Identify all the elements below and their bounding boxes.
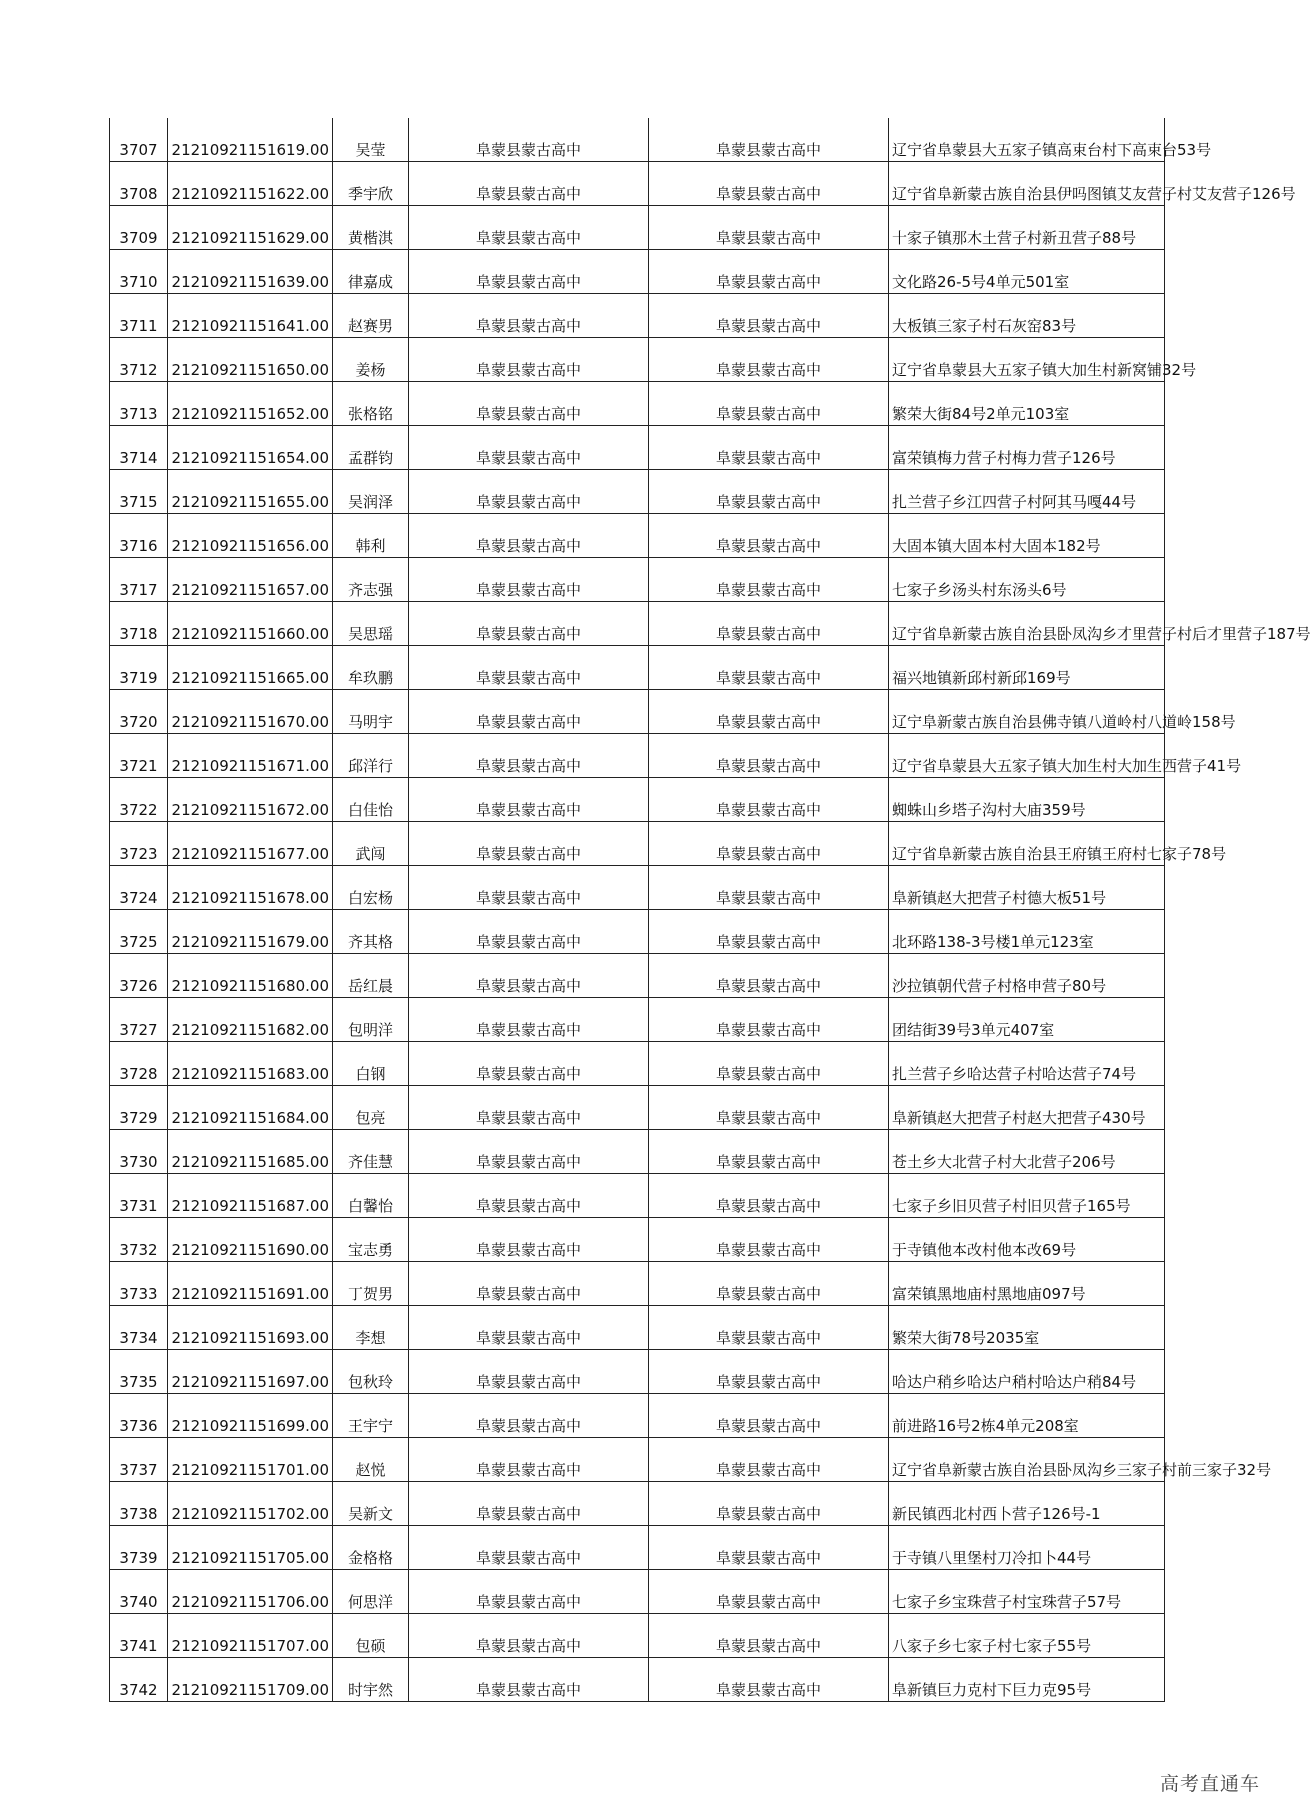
student-name: 姜杨 bbox=[333, 338, 409, 382]
school-name: 阜蒙县蒙古高中 bbox=[409, 338, 649, 382]
admitting-school: 阜蒙县蒙古高中 bbox=[649, 1438, 889, 1482]
candidate-id: 21210921151639.00 bbox=[168, 250, 333, 294]
school-name: 阜蒙县蒙古高中 bbox=[409, 1306, 649, 1350]
row-index: 3728 bbox=[110, 1042, 168, 1086]
home-address: 富荣镇黑地庙村黑地庙097号 bbox=[889, 1262, 1165, 1306]
row-index: 3707 bbox=[110, 118, 168, 162]
candidate-id: 21210921151678.00 bbox=[168, 866, 333, 910]
table-row bbox=[110, 294, 1165, 338]
row-index: 3729 bbox=[110, 1086, 168, 1130]
admitting-school: 阜蒙县蒙古高中 bbox=[649, 998, 889, 1042]
table-row bbox=[110, 1526, 1165, 1570]
admitting-school: 阜蒙县蒙古高中 bbox=[649, 910, 889, 954]
row-index: 3720 bbox=[110, 690, 168, 734]
row-index: 3734 bbox=[110, 1306, 168, 1350]
admitting-school: 阜蒙县蒙古高中 bbox=[649, 558, 889, 602]
school-name: 阜蒙县蒙古高中 bbox=[409, 998, 649, 1042]
candidate-id: 21210921151622.00 bbox=[168, 162, 333, 206]
admitting-school: 阜蒙县蒙古高中 bbox=[649, 250, 889, 294]
school-name: 阜蒙县蒙古高中 bbox=[409, 558, 649, 602]
row-index: 3723 bbox=[110, 822, 168, 866]
row-index: 3741 bbox=[110, 1614, 168, 1658]
candidate-id: 21210921151691.00 bbox=[168, 1262, 333, 1306]
admitting-school: 阜蒙县蒙古高中 bbox=[649, 1482, 889, 1526]
student-name: 齐志强 bbox=[333, 558, 409, 602]
table-row bbox=[110, 866, 1165, 910]
student-name: 包硕 bbox=[333, 1614, 409, 1658]
table-row bbox=[110, 1130, 1165, 1174]
home-address: 辽宁省阜新蒙古族自治县王府镇王府村七家子78号 bbox=[889, 822, 1165, 866]
student-name: 白钢 bbox=[333, 1042, 409, 1086]
admitting-school: 阜蒙县蒙古高中 bbox=[649, 426, 889, 470]
student-name: 吴润泽 bbox=[333, 470, 409, 514]
table-row bbox=[110, 1570, 1165, 1614]
home-address: 辽宁省阜蒙县大五家子镇高束台村下高束台53号 bbox=[889, 118, 1165, 162]
admitting-school: 阜蒙县蒙古高中 bbox=[649, 822, 889, 866]
row-index: 3712 bbox=[110, 338, 168, 382]
candidate-id: 21210921151684.00 bbox=[168, 1086, 333, 1130]
row-index: 3739 bbox=[110, 1526, 168, 1570]
admitting-school: 阜蒙县蒙古高中 bbox=[649, 1262, 889, 1306]
student-name: 黄楷淇 bbox=[333, 206, 409, 250]
candidate-id: 21210921151671.00 bbox=[168, 734, 333, 778]
candidate-id: 21210921151677.00 bbox=[168, 822, 333, 866]
table-row bbox=[110, 1218, 1165, 1262]
school-name: 阜蒙县蒙古高中 bbox=[409, 602, 649, 646]
school-name: 阜蒙县蒙古高中 bbox=[409, 1526, 649, 1570]
home-address: 七家子乡汤头村东汤头6号 bbox=[889, 558, 1165, 602]
school-name: 阜蒙县蒙古高中 bbox=[409, 426, 649, 470]
student-name: 武闯 bbox=[333, 822, 409, 866]
candidate-id: 21210921151650.00 bbox=[168, 338, 333, 382]
admitting-school: 阜蒙县蒙古高中 bbox=[649, 1394, 889, 1438]
table-row bbox=[110, 250, 1165, 294]
home-address: 文化路26-5号4单元501室 bbox=[889, 250, 1165, 294]
student-name: 张格铭 bbox=[333, 382, 409, 426]
admitting-school: 阜蒙县蒙古高中 bbox=[649, 1350, 889, 1394]
admitting-school: 阜蒙县蒙古高中 bbox=[649, 1086, 889, 1130]
candidate-id: 21210921151706.00 bbox=[168, 1570, 333, 1614]
student-name: 时宇然 bbox=[333, 1658, 409, 1702]
candidate-id: 21210921151705.00 bbox=[168, 1526, 333, 1570]
admitting-school: 阜蒙县蒙古高中 bbox=[649, 646, 889, 690]
student-name: 宝志勇 bbox=[333, 1218, 409, 1262]
home-address: 扎兰营子乡哈达营子村哈达营子74号 bbox=[889, 1042, 1165, 1086]
admitting-school: 阜蒙县蒙古高中 bbox=[649, 514, 889, 558]
student-name: 吴莹 bbox=[333, 118, 409, 162]
student-name: 赵赛男 bbox=[333, 294, 409, 338]
home-address: 辽宁省阜蒙县大五家子镇大加生村大加生西营子41号 bbox=[889, 734, 1165, 778]
student-name: 岳红晨 bbox=[333, 954, 409, 998]
student-name: 邱洋行 bbox=[333, 734, 409, 778]
student-name: 包亮 bbox=[333, 1086, 409, 1130]
row-index: 3715 bbox=[110, 470, 168, 514]
student-name: 何思洋 bbox=[333, 1570, 409, 1614]
student-name: 包明洋 bbox=[333, 998, 409, 1042]
roster-grid bbox=[109, 118, 1311, 1702]
home-address: 七家子乡旧贝营子村旧贝营子165号 bbox=[889, 1174, 1165, 1218]
school-name: 阜蒙县蒙古高中 bbox=[409, 1130, 649, 1174]
row-index: 3731 bbox=[110, 1174, 168, 1218]
admitting-school: 阜蒙县蒙古高中 bbox=[649, 1174, 889, 1218]
admitting-school: 阜蒙县蒙古高中 bbox=[649, 778, 889, 822]
candidate-id: 21210921151702.00 bbox=[168, 1482, 333, 1526]
table-row bbox=[110, 1086, 1165, 1130]
row-index: 3725 bbox=[110, 910, 168, 954]
candidate-id: 21210921151693.00 bbox=[168, 1306, 333, 1350]
student-name: 韩利 bbox=[333, 514, 409, 558]
home-address: 大固本镇大固本村大固本182号 bbox=[889, 514, 1165, 558]
candidate-id: 21210921151665.00 bbox=[168, 646, 333, 690]
school-name: 阜蒙县蒙古高中 bbox=[409, 1262, 649, 1306]
admitting-school: 阜蒙县蒙古高中 bbox=[649, 1218, 889, 1262]
school-name: 阜蒙县蒙古高中 bbox=[409, 778, 649, 822]
table-row bbox=[110, 1174, 1165, 1218]
school-name: 阜蒙县蒙古高中 bbox=[409, 1482, 649, 1526]
row-index: 3738 bbox=[110, 1482, 168, 1526]
admitting-school: 阜蒙县蒙古高中 bbox=[649, 1526, 889, 1570]
row-index: 3737 bbox=[110, 1438, 168, 1482]
row-index: 3716 bbox=[110, 514, 168, 558]
admitting-school: 阜蒙县蒙古高中 bbox=[649, 1042, 889, 1086]
candidate-id: 21210921151629.00 bbox=[168, 206, 333, 250]
table-row bbox=[110, 558, 1165, 602]
candidate-id: 21210921151701.00 bbox=[168, 1438, 333, 1482]
row-index: 3736 bbox=[110, 1394, 168, 1438]
candidate-id: 21210921151657.00 bbox=[168, 558, 333, 602]
school-name: 阜蒙县蒙古高中 bbox=[409, 1658, 649, 1702]
candidate-id: 21210921151655.00 bbox=[168, 470, 333, 514]
student-name: 吴思瑶 bbox=[333, 602, 409, 646]
home-address: 北环路138-3号楼1单元123室 bbox=[889, 910, 1165, 954]
student-name: 丁贺男 bbox=[333, 1262, 409, 1306]
student-name: 马明宇 bbox=[333, 690, 409, 734]
admitting-school: 阜蒙县蒙古高中 bbox=[649, 1306, 889, 1350]
home-address: 沙拉镇朝代营子村格申营子80号 bbox=[889, 954, 1165, 998]
home-address: 辽宁省阜新蒙古族自治县伊吗图镇艾友营子村艾友营子126号 bbox=[889, 162, 1165, 206]
admitting-school: 阜蒙县蒙古高中 bbox=[649, 1130, 889, 1174]
candidate-id: 21210921151652.00 bbox=[168, 382, 333, 426]
home-address: 辽宁阜新蒙古族自治县佛寺镇八道岭村八道岭158号 bbox=[889, 690, 1165, 734]
school-name: 阜蒙县蒙古高中 bbox=[409, 866, 649, 910]
table-row bbox=[110, 822, 1165, 866]
admission-table bbox=[109, 118, 1311, 1702]
home-address: 团结街39号3单元407室 bbox=[889, 998, 1165, 1042]
candidate-id: 21210921151680.00 bbox=[168, 954, 333, 998]
school-name: 阜蒙县蒙古高中 bbox=[409, 1218, 649, 1262]
school-name: 阜蒙县蒙古高中 bbox=[409, 910, 649, 954]
candidate-id: 21210921151641.00 bbox=[168, 294, 333, 338]
home-address: 苍土乡大北营子村大北营子206号 bbox=[889, 1130, 1165, 1174]
row-index: 3718 bbox=[110, 602, 168, 646]
row-index: 3708 bbox=[110, 162, 168, 206]
table-row bbox=[110, 778, 1165, 822]
table-row bbox=[110, 1306, 1165, 1350]
admitting-school: 阜蒙县蒙古高中 bbox=[649, 294, 889, 338]
admitting-school: 阜蒙县蒙古高中 bbox=[649, 602, 889, 646]
table-row bbox=[110, 1394, 1165, 1438]
table-row bbox=[110, 206, 1165, 250]
row-index: 3740 bbox=[110, 1570, 168, 1614]
school-name: 阜蒙县蒙古高中 bbox=[409, 1350, 649, 1394]
table-row bbox=[110, 1042, 1165, 1086]
home-address: 哈达户稍乡哈达户稍村哈达户稍84号 bbox=[889, 1350, 1165, 1394]
admitting-school: 阜蒙县蒙古高中 bbox=[649, 954, 889, 998]
school-name: 阜蒙县蒙古高中 bbox=[409, 646, 649, 690]
candidate-id: 21210921151687.00 bbox=[168, 1174, 333, 1218]
student-name: 齐其格 bbox=[333, 910, 409, 954]
candidate-id: 21210921151685.00 bbox=[168, 1130, 333, 1174]
home-address: 大板镇三家子村石灰窑83号 bbox=[889, 294, 1165, 338]
admitting-school: 阜蒙县蒙古高中 bbox=[649, 734, 889, 778]
student-name: 金格格 bbox=[333, 1526, 409, 1570]
admitting-school: 阜蒙县蒙古高中 bbox=[649, 866, 889, 910]
school-name: 阜蒙县蒙古高中 bbox=[409, 1438, 649, 1482]
row-index: 3733 bbox=[110, 1262, 168, 1306]
school-name: 阜蒙县蒙古高中 bbox=[409, 250, 649, 294]
student-name: 白宏杨 bbox=[333, 866, 409, 910]
admitting-school: 阜蒙县蒙古高中 bbox=[649, 382, 889, 426]
candidate-id: 21210921151679.00 bbox=[168, 910, 333, 954]
student-name: 包秋玲 bbox=[333, 1350, 409, 1394]
table-row bbox=[110, 470, 1165, 514]
table-row bbox=[110, 1350, 1165, 1394]
row-index: 3742 bbox=[110, 1658, 168, 1702]
table-row bbox=[110, 954, 1165, 998]
home-address: 十家子镇那木土营子村新丑营子88号 bbox=[889, 206, 1165, 250]
candidate-id: 21210921151619.00 bbox=[168, 118, 333, 162]
candidate-id: 21210921151672.00 bbox=[168, 778, 333, 822]
home-address: 于寺镇八里堡村刀冷扣卜44号 bbox=[889, 1526, 1165, 1570]
home-address: 阜新镇巨力克村下巨力克95号 bbox=[889, 1658, 1165, 1702]
home-address: 八家子乡七家子村七家子55号 bbox=[889, 1614, 1165, 1658]
admitting-school: 阜蒙县蒙古高中 bbox=[649, 690, 889, 734]
table-row bbox=[110, 426, 1165, 470]
home-address: 前进路16号2栋4单元208室 bbox=[889, 1394, 1165, 1438]
table-row bbox=[110, 1658, 1165, 1702]
row-index: 3722 bbox=[110, 778, 168, 822]
candidate-id: 21210921151654.00 bbox=[168, 426, 333, 470]
admitting-school: 阜蒙县蒙古高中 bbox=[649, 338, 889, 382]
student-name: 赵悦 bbox=[333, 1438, 409, 1482]
school-name: 阜蒙县蒙古高中 bbox=[409, 514, 649, 558]
school-name: 阜蒙县蒙古高中 bbox=[409, 1174, 649, 1218]
school-name: 阜蒙县蒙古高中 bbox=[409, 734, 649, 778]
row-index: 3727 bbox=[110, 998, 168, 1042]
home-address: 于寺镇他本改村他本改69号 bbox=[889, 1218, 1165, 1262]
table-row bbox=[110, 910, 1165, 954]
home-address: 辽宁省阜新蒙古族自治县卧凤沟乡三家子村前三家子32号 bbox=[889, 1438, 1165, 1482]
school-name: 阜蒙县蒙古高中 bbox=[409, 470, 649, 514]
admitting-school: 阜蒙县蒙古高中 bbox=[649, 118, 889, 162]
student-name: 牟玖鹏 bbox=[333, 646, 409, 690]
row-index: 3732 bbox=[110, 1218, 168, 1262]
row-index: 3710 bbox=[110, 250, 168, 294]
school-name: 阜蒙县蒙古高中 bbox=[409, 294, 649, 338]
row-index: 3735 bbox=[110, 1350, 168, 1394]
student-name: 吴新文 bbox=[333, 1482, 409, 1526]
home-address: 富荣镇梅力营子村梅力营子126号 bbox=[889, 426, 1165, 470]
student-name: 李想 bbox=[333, 1306, 409, 1350]
student-name: 季宇欣 bbox=[333, 162, 409, 206]
candidate-id: 21210921151709.00 bbox=[168, 1658, 333, 1702]
student-name: 齐佳慧 bbox=[333, 1130, 409, 1174]
candidate-id: 21210921151683.00 bbox=[168, 1042, 333, 1086]
home-address: 辽宁省阜新蒙古族自治县卧凤沟乡才里营子村后才里营子187号 bbox=[889, 602, 1165, 646]
admitting-school: 阜蒙县蒙古高中 bbox=[649, 1570, 889, 1614]
admitting-school: 阜蒙县蒙古高中 bbox=[649, 1658, 889, 1702]
school-name: 阜蒙县蒙古高中 bbox=[409, 382, 649, 426]
row-index: 3730 bbox=[110, 1130, 168, 1174]
row-index: 3721 bbox=[110, 734, 168, 778]
row-index: 3714 bbox=[110, 426, 168, 470]
student-name: 王宇宁 bbox=[333, 1394, 409, 1438]
admitting-school: 阜蒙县蒙古高中 bbox=[649, 162, 889, 206]
row-index: 3711 bbox=[110, 294, 168, 338]
table-row bbox=[110, 734, 1165, 778]
table-row bbox=[110, 1262, 1165, 1306]
admitting-school: 阜蒙县蒙古高中 bbox=[649, 1614, 889, 1658]
school-name: 阜蒙县蒙古高中 bbox=[409, 162, 649, 206]
table-row bbox=[110, 1614, 1165, 1658]
candidate-id: 21210921151682.00 bbox=[168, 998, 333, 1042]
candidate-id: 21210921151670.00 bbox=[168, 690, 333, 734]
admitting-school: 阜蒙县蒙古高中 bbox=[649, 470, 889, 514]
candidate-id: 21210921151699.00 bbox=[168, 1394, 333, 1438]
student-name: 孟群钧 bbox=[333, 426, 409, 470]
table-row bbox=[110, 382, 1165, 426]
table-row bbox=[110, 1482, 1165, 1526]
table-row bbox=[110, 998, 1165, 1042]
school-name: 阜蒙县蒙古高中 bbox=[409, 1086, 649, 1130]
school-name: 阜蒙县蒙古高中 bbox=[409, 1394, 649, 1438]
school-name: 阜蒙县蒙古高中 bbox=[409, 1614, 649, 1658]
student-name: 白馨怡 bbox=[333, 1174, 409, 1218]
candidate-id: 21210921151690.00 bbox=[168, 1218, 333, 1262]
student-name: 白佳怡 bbox=[333, 778, 409, 822]
home-address: 辽宁省阜蒙县大五家子镇大加生村新窝铺32号 bbox=[889, 338, 1165, 382]
row-index: 3709 bbox=[110, 206, 168, 250]
watermark-text: 高考直通车 bbox=[1159, 1773, 1260, 1795]
home-address: 蜘蛛山乡塔子沟村大庙359号 bbox=[889, 778, 1165, 822]
candidate-id: 21210921151660.00 bbox=[168, 602, 333, 646]
table-body bbox=[110, 118, 1311, 1702]
row-index: 3726 bbox=[110, 954, 168, 998]
student-name: 律嘉成 bbox=[333, 250, 409, 294]
home-address: 七家子乡宝珠营子村宝珠营子57号 bbox=[889, 1570, 1165, 1614]
school-name: 阜蒙县蒙古高中 bbox=[409, 206, 649, 250]
table-row bbox=[110, 118, 1165, 162]
table-row bbox=[110, 1438, 1165, 1482]
table-row bbox=[110, 338, 1165, 382]
row-index: 3713 bbox=[110, 382, 168, 426]
home-address: 繁荣大街84号2单元103室 bbox=[889, 382, 1165, 426]
table-row bbox=[110, 690, 1165, 734]
home-address: 阜新镇赵大把营子村赵大把营子430号 bbox=[889, 1086, 1165, 1130]
candidate-id: 21210921151656.00 bbox=[168, 514, 333, 558]
home-address: 阜新镇赵大把营子村德大板51号 bbox=[889, 866, 1165, 910]
candidate-id: 21210921151697.00 bbox=[168, 1350, 333, 1394]
school-name: 阜蒙县蒙古高中 bbox=[409, 118, 649, 162]
school-name: 阜蒙县蒙古高中 bbox=[409, 1570, 649, 1614]
candidate-id: 21210921151707.00 bbox=[168, 1614, 333, 1658]
home-address: 繁荣大街78号2035室 bbox=[889, 1306, 1165, 1350]
school-name: 阜蒙县蒙古高中 bbox=[409, 1042, 649, 1086]
table-row bbox=[110, 162, 1165, 206]
table-row bbox=[110, 646, 1165, 690]
home-address: 福兴地镇新邱村新邱169号 bbox=[889, 646, 1165, 690]
table-row bbox=[110, 514, 1165, 558]
school-name: 阜蒙县蒙古高中 bbox=[409, 954, 649, 998]
table-row bbox=[110, 602, 1165, 646]
school-name: 阜蒙县蒙古高中 bbox=[409, 822, 649, 866]
row-index: 3724 bbox=[110, 866, 168, 910]
row-index: 3719 bbox=[110, 646, 168, 690]
school-name: 阜蒙县蒙古高中 bbox=[409, 690, 649, 734]
admitting-school: 阜蒙县蒙古高中 bbox=[649, 206, 889, 250]
row-index: 3717 bbox=[110, 558, 168, 602]
home-address: 扎兰营子乡江四营子村阿其马嘎44号 bbox=[889, 470, 1165, 514]
home-address: 新民镇西北村西卜营子126号-1 bbox=[889, 1482, 1165, 1526]
